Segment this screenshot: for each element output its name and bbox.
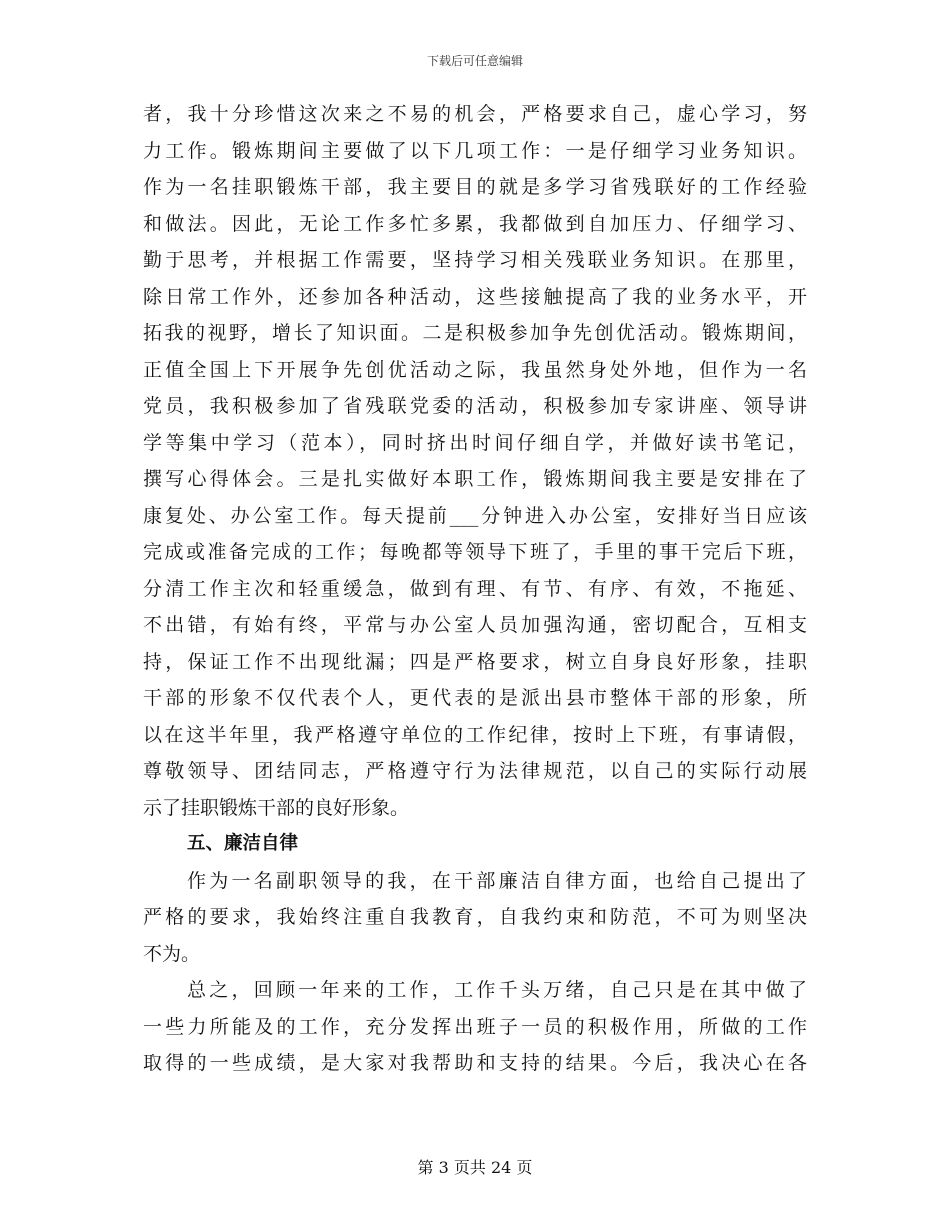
text-line: 完成或准备完成的工作；每晚都等领导下班了，手里的事干完后下班，	[143, 541, 807, 563]
text-line: 分清工作主次和轻重缓急，做到有理、有节、有序、有效，不拖延、	[143, 577, 807, 600]
text-line: 学等集中学习（范本），同时挤出时间仔细自学，并做好读书笔记，	[143, 431, 807, 454]
text-line: 党员，我积极参加了省残联党委的活动，积极参加专家讲座、领导讲	[143, 395, 807, 417]
paragraph-summary	[143, 972, 807, 1082]
text-line: 拓我的视野，增长了知识面。二是积极参加争先创优活动。锻炼期间，	[143, 322, 807, 344]
paragraph-integrity	[143, 863, 807, 973]
page-footer: 第 3 页共 24 页	[417, 1158, 533, 1177]
text-line: 勤于思考，并根据工作需要，坚持学习相关残联业务知识。在那里，	[143, 249, 807, 271]
heading-text: 五、廉洁自律	[187, 833, 299, 854]
text-line: 不出错，有始有终，平常与办公室人员加强沟通，密切配合，互相支	[143, 614, 807, 636]
text-line: 取得的一些成绩，是大家对我帮助和支持的结果。今后，我决心在各	[143, 1052, 807, 1074]
text-line: 作为一名挂职锻炼干部，我主要目的就是多学习省残联好的工作经验	[143, 176, 807, 198]
text-line: 正值全国上下开展争先创优活动之际，我虽然身处外地，但作为一名	[143, 358, 807, 381]
section-heading	[143, 826, 807, 863]
text-line: 示了挂职锻炼干部的良好形象。	[143, 796, 410, 819]
text-line: 除日常工作外，还参加各种活动，这些接触提高了我的业务水平，开	[143, 285, 807, 308]
text-line: 作为一名副职领导的我，在干部廉洁自律方面，也给自己提出了	[187, 869, 807, 892]
page-header: 下载后可任意编辑	[426, 54, 523, 68]
text-line: 者，我十分珍惜这次来之不易的机会，严格要求自己，虚心学习，努	[143, 103, 807, 125]
text-line: 力工作。锻炼期间主要做了以下几项工作：一是仔细学习业务知识。	[143, 139, 807, 162]
text-line: 持，保证工作不出现纰漏；四是严格要求，树立自身良好形象，挂职	[143, 650, 807, 673]
paragraph-work-duties	[143, 96, 807, 826]
text-line: 干部的形象不仅代表个人，更代表的是派出县市整体干部的形象，所	[143, 687, 807, 709]
text-line: 尊敬领导、团结同志，严格遵守行为法律规范，以自己的实际行动展	[143, 760, 807, 782]
text-line: 不为。	[143, 942, 201, 965]
text-line: 一些力所能及的工作，充分发挥出班子一员的积极作用，所做的工作	[143, 1015, 807, 1038]
text-line: 和做法。因此，无论工作多忙多累，我都做到自加压力、仔细学习、	[143, 212, 807, 235]
text-line: 总之，回顾一年来的工作，工作千头万绪，自己只是在其中做了	[187, 979, 807, 1001]
text-line: 康复处、办公室工作。每天提前___分钟进入办公室，安排好当日应该	[143, 504, 807, 527]
text-line: 以在这半年里，我严格遵守单位的工作纪律，按时上下班，有事请假，	[143, 723, 807, 746]
text-line: 撰写心得体会。三是扎实做好本职工作，锻炼期间我主要是安排在了	[143, 468, 807, 490]
text-line: 严格的要求，我始终注重自我教育，自我约束和防范，不可为则坚决	[143, 906, 807, 928]
document-body	[143, 96, 807, 1082]
